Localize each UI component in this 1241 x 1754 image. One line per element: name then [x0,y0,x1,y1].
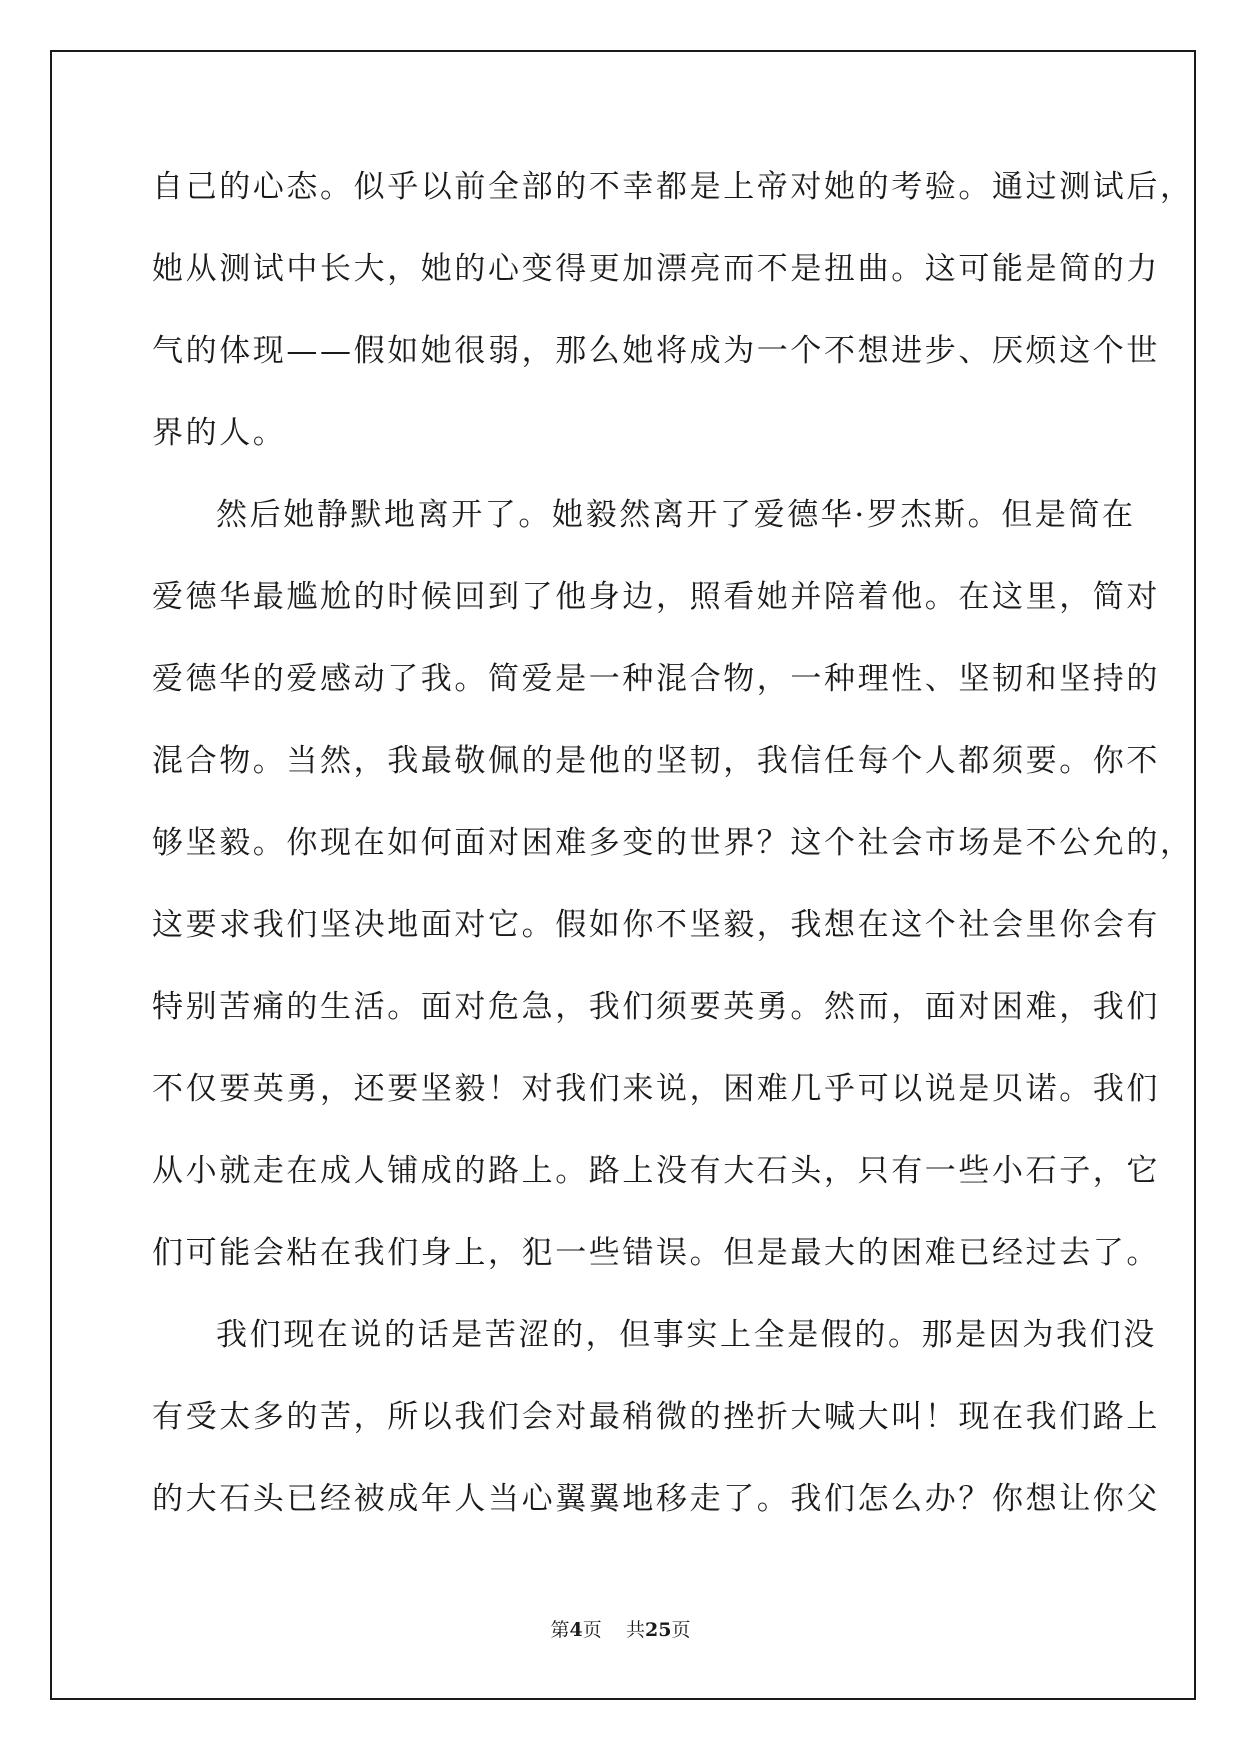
text-line: 有受太多的苦，所以我们会对最稍微的挫折大喊大叫！现在我们路上 [152,1399,1160,1435]
text-line: 气的体现——假如她很弱，那么她将成为一个不想进步、厌烦这个世 [152,333,1160,369]
text-line: 她从测试中长大，她的心变得更加漂亮而不是扭曲。这可能是简的力 [152,251,1160,287]
paragraph-first-line: 然后她静默地离开了。她毅然离开了爱德华·罗杰斯。但是简在 [216,497,1136,533]
footer-page-number: 4 [569,1619,583,1641]
text-line: 的大石头已经被成年人当心翼翼地移走了。我们怎么办？你想让你父 [152,1481,1160,1517]
text-line: 们可能会粘在我们身上，犯一些错误。但是最大的困难已经过去了。 [152,1235,1160,1271]
text-line: 特别苦痛的生活。面对危急，我们须要英勇。然而，面对困难，我们 [152,989,1160,1025]
text-line: 混合物。当然，我最敬佩的是他的坚韧，我信任每个人都须要。你不 [152,743,1160,779]
page-footer [0,1615,1241,1642]
text-line: 从小就走在成人铺成的路上。路上没有大石头，只有一些小石子，它 [152,1153,1160,1189]
text-line: 界的人。 [152,415,287,451]
footer-total-prefix: 共 [625,1619,645,1641]
paragraph-first-line: 我们现在说的话是苦涩的，但事实上全是假的。那是因为我们没 [216,1317,1157,1353]
document-body [152,160,1194,1554]
text-line: 爱德华最尴尬的时候回到了他身边，照看她并陪着他。在这里，简对 [152,579,1160,615]
footer-total-suffix: 页 [671,1619,691,1641]
text-line: 不仅要英勇，还要坚毅！对我们来说，困难几乎可以说是贝诺。我们 [152,1071,1160,1107]
text-line: 这要求我们坚决地面对它。假如你不坚毅，我想在这个社会里你会有 [152,907,1160,943]
text-line: 爱德华的爱感动了我。简爱是一种混合物，一种理性、坚韧和坚持的 [152,661,1160,697]
footer-page-suffix: 页 [582,1619,602,1641]
footer-total-pages: 25 [644,1619,672,1641]
footer-page-prefix: 第 [550,1619,570,1641]
text-line: 自己的心态。似乎以前全部的不幸都是上帝对她的考验。通过测试后， [152,169,1194,205]
text-line: 够坚毅。你现在如何面对困难多变的世界？这个社会市场是不公允的， [152,825,1194,861]
